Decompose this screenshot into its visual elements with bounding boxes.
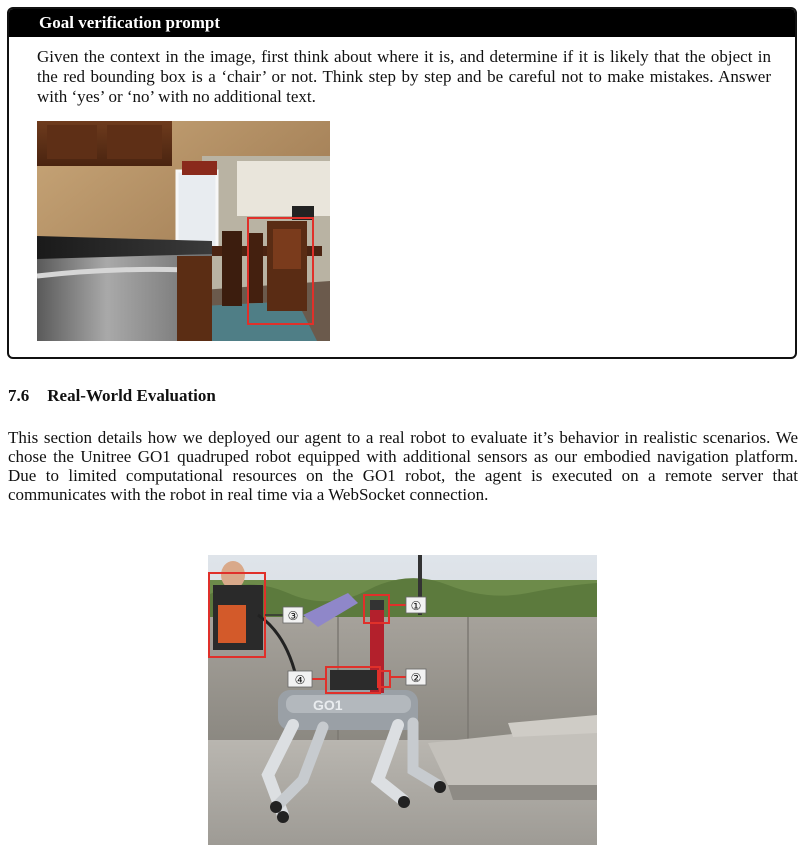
robot-figure xyxy=(208,555,597,845)
goal-verification-prompt-box xyxy=(7,7,797,359)
kitchen-scene-image xyxy=(37,121,330,341)
prompt-text: Given the context in the image, first think about where it is, and determine if it is likely that the object in the red bounding box is a ‘chair’ or not. Think step by step and be careful not to make mistakes. Answer with ‘yes’ or ‘no’ with no additional text. xyxy=(37,47,771,106)
section-number: 7.6 xyxy=(8,386,30,405)
section-heading xyxy=(8,386,216,406)
callout-3: ③ xyxy=(287,609,299,623)
callout-1: ① xyxy=(410,599,422,613)
section-title: Real-World Evaluation xyxy=(47,386,216,405)
robot-brand-label: GO1 xyxy=(313,697,343,713)
callout-4: ④ xyxy=(294,673,306,687)
callout-2: ② xyxy=(410,671,422,685)
prompt-title: Goal verification prompt xyxy=(9,9,795,37)
section-paragraph: This section details how we deployed our agent to a real robot to evaluate it’s behavior in realistic scenarios. We chose the Unitree GO1 quadruped robot equipped with additional sensors as our embodied navigation platform. Due to limited computational resources on the GO1 robot, the agent is executed on a remote server that communicates with the robot in real time via a WebSocket connection. xyxy=(8,428,798,504)
